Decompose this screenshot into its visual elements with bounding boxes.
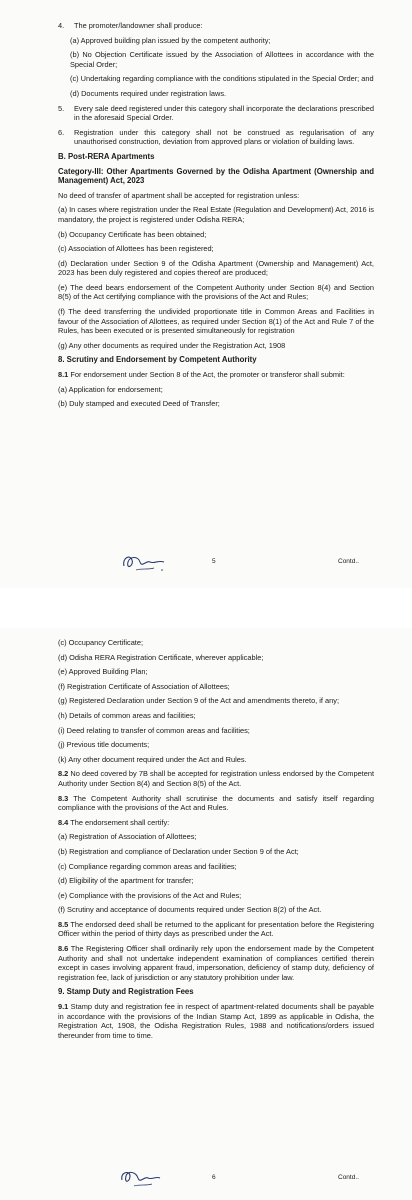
numbered-clause (58, 128, 374, 147)
paragraph: (d) Documents required under registration laws. (70, 88, 227, 98)
paragraph: (a) In cases where registration under the Real Estate (Regulation and Development) Act, 2016 is mandatory, the project is registered under Odisha RERA; (58, 205, 374, 224)
sub-clause-text: For endorsement under Section 8 of the Act, the promoter or transferor shall submit: (68, 370, 345, 380)
paragraph: (j) Previous title documents; (58, 740, 150, 750)
paragraph: (f) The deed transferring the undivided proportionate title in Common Areas and Facilities in favour of the Association of Allottees, as required under Section 8(1) of the Act and Rule 7 of the Rules, has been executed or is presented simultaneously for registration (58, 307, 374, 336)
sub-clause-text: The Registering Officer shall ordinarily rely upon the endorsement made by the Competent Authority and shall not undertake independent examination of compliances certified therein except in cases involving apparent fraud, impersonation, deficiency of stamp duty, deficiency of registration fee, lack of jurisdiction or any statutory prohibition under law. (58, 944, 374, 982)
paragraph: (e) Approved Building Plan; (58, 667, 148, 677)
clause-text: Registration under this category shall not be construed as regularisation of any unauthorised construction, deviation from approved plans or violation of building laws. (74, 127, 374, 147)
paragraph: (e) Compliance with the provisions of the Act and Rules; (58, 890, 242, 900)
paragraph: (d) Eligibility of the apartment for transfer; (58, 876, 194, 886)
page-gap (0, 588, 412, 628)
page-footer (0, 1164, 412, 1194)
sub-clause-number: 8.3 (58, 793, 69, 803)
clause-number: 4. (58, 21, 65, 30)
page-footer (0, 548, 412, 578)
section-heading: Category-III: Other Apartments Governed by the Odisha Apartment (Ownership and Management) Act, 2023 (58, 166, 374, 186)
paragraph: (c) Occupancy Certificate; (58, 638, 144, 647)
sub-clause-text: The endorsed deed shall be returned to the applicant for presentation before the Registering Officer within the period of thirty days as prescribed under the Act. (58, 919, 374, 939)
paragraph: (g) Any other documents as required under the Registration Act, 1908 (58, 340, 286, 350)
paragraph: (k) Any other document required under the Act and Rules. (58, 754, 247, 764)
sub-clause-number: 8.2 (58, 769, 69, 779)
sub-clause-number: 8.6 (58, 944, 69, 954)
numbered-clause (58, 21, 374, 31)
paragraph: (b) Occupancy Certificate has been obtained; (58, 229, 207, 239)
paragraph: (c) Compliance regarding common areas and facilities; (58, 861, 237, 871)
sub-clause (58, 944, 374, 982)
sub-clause-text: Stamp duty and registration fee in respect of apartment-related documents shall be payable in accordance with the provisions of the Indian Stamp Act, 1899 as applicable in Odisha, the Registration Act, 1908, the Odisha Registration Rules, 1988 and notifications/orders issued thereunder from time to time. (58, 1002, 374, 1040)
sub-clause (58, 794, 374, 813)
paragraph: (b) Duly stamped and executed Deed of Transfer; (58, 399, 220, 409)
clause-number: 6. (58, 127, 65, 137)
section-heading: 9. Stamp Duty and Registration Fees (58, 987, 194, 997)
sub-clause-number: 8.1 (58, 370, 69, 380)
sub-clause (58, 769, 374, 788)
contd-label: Contd.. (338, 558, 359, 565)
paragraph: (h) Details of common areas and facilities; (58, 710, 196, 720)
paragraph: (g) Registered Declaration under Section 9 of the Act and amendments thereto, if any; (58, 696, 340, 706)
paragraph: No deed of transfer of apartment shall be accepted for registration unless: (58, 190, 300, 200)
sub-clause-number: 9.1 (58, 1002, 69, 1012)
paragraph: (e) The deed bears endorsement of the Competent Authority under Section 8(4) and Section 8(5) of the Act certifying compliance with the provisions of the Act and Rules; (58, 282, 374, 302)
clause-text: Every sale deed registered under this category shall incorporate the declarations prescribed in the aforesaid Special Order. (74, 103, 374, 123)
sub-clause (58, 818, 374, 828)
paragraph: (a) Approved building plan issued by the competent authority; (70, 35, 271, 45)
contd-label: Contd.. (338, 1174, 359, 1181)
document-page-5 (0, 0, 412, 588)
paragraph: (f) Registration Certificate of Association of Allottees; (58, 681, 230, 691)
paragraph: (f) Scrutiny and acceptance of documents required under Section 8(2) of the Act. (58, 905, 322, 915)
document-page-6 (0, 628, 412, 1200)
paragraph: (a) Registration of Association of Allottees; (58, 832, 197, 842)
sub-clause-text: The Competent Authority shall scrutinise the documents and satisfy itself regarding compliance with the provisions of the Act and Rules. (58, 793, 374, 813)
section-heading: B. Post-RERA Apartments (58, 151, 155, 161)
sub-clause (58, 1002, 374, 1040)
page-number: 5 (212, 558, 216, 565)
page-5-body (58, 21, 374, 414)
signature-image (118, 548, 178, 578)
paragraph: (a) Application for endorsement; (58, 384, 163, 394)
clause-number: 5. (58, 103, 65, 113)
paragraph: (d) Odisha RERA Registration Certificate, wherever applicable; (58, 652, 264, 662)
paragraph: (c) Undertaking regarding compliance with the conditions stipulated in the Special Order; and (70, 74, 374, 84)
paragraph: (b) No Objection Certificate issued by the Association of Allottees in accordance with the Special Order; (70, 50, 374, 69)
sub-clause-number: 8.5 (58, 919, 69, 929)
paragraph: (d) Declaration under Section 9 of the Odisha Apartment (Ownership and Management) Act, 2023 has been duly registered and copies thereof are produced; (58, 258, 374, 278)
sub-clause-text: The endorsement shall certify: (68, 817, 170, 827)
page-6-body (58, 638, 374, 1045)
clause-text: The promoter/landowner shall produce: (74, 21, 203, 30)
sub-clause (58, 370, 374, 380)
page-number: 6 (212, 1174, 216, 1181)
paragraph: (i) Deed relating to transfer of common areas and facilities; (58, 725, 250, 735)
paragraph: (c) Association of Allottees has been registered; (58, 244, 214, 254)
sub-clause-text: No deed covered by 7B shall be accepted for registration unless endorsed by the Competent Authority under Section 8(4) and Section 8(5) of the Act. (58, 769, 374, 788)
paragraph: (b) Registration and compliance of Declaration under Section 9 of the Act; (58, 846, 299, 856)
section-heading: 8. Scrutiny and Endorsement by Competent Authority (58, 355, 257, 365)
sub-clause-number: 8.4 (58, 817, 69, 827)
numbered-clause (58, 104, 374, 123)
sub-clause (58, 920, 374, 939)
signature-image (118, 1164, 178, 1194)
